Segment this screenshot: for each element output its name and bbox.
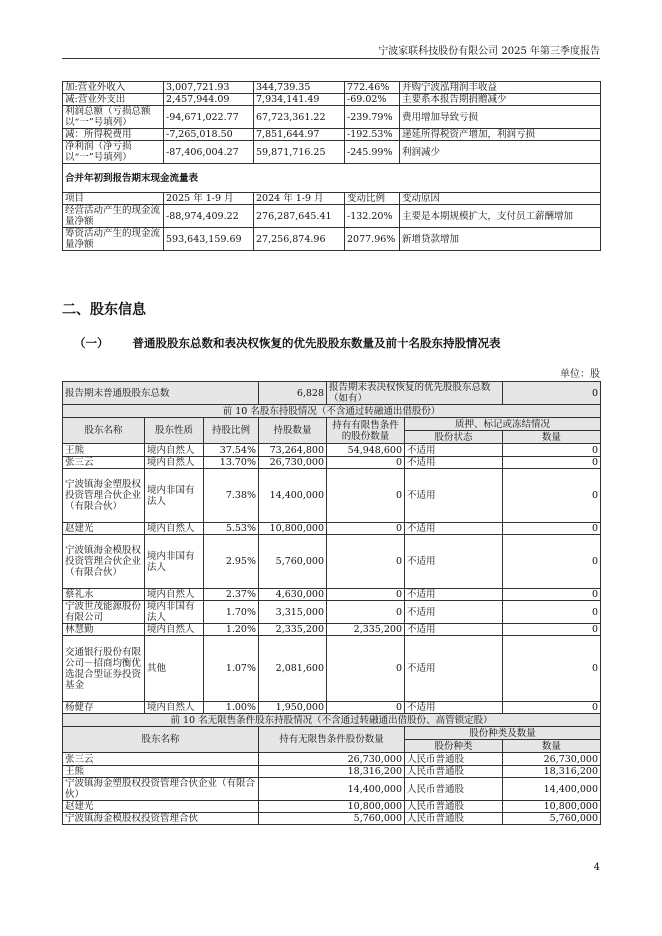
pledge-status: 不适用 bbox=[405, 535, 503, 589]
shareholder-type: 境内非国有法人 bbox=[145, 469, 204, 523]
pledge-status: 不适用 bbox=[405, 444, 503, 457]
income-row bbox=[63, 141, 601, 164]
holding-ratio: 13.70% bbox=[204, 457, 259, 469]
item-name: 加:营业外收入 bbox=[63, 82, 164, 94]
pledge-status: 不适用 bbox=[405, 624, 503, 636]
change-reason: 并购宁波泓翔润丰收益 bbox=[400, 82, 601, 94]
change-ratio: -132.20% bbox=[345, 205, 400, 228]
change-ratio: -245.99% bbox=[345, 141, 400, 164]
shareholder-name: 宁波镇海金模股权投资管理合伙 bbox=[63, 813, 259, 825]
item-name: 筹资活动产生的现金流量净额 bbox=[63, 228, 164, 251]
holding-quantity: 73,264,800 bbox=[259, 444, 327, 457]
pledge-status: 不适用 bbox=[405, 469, 503, 523]
restricted-quantity: 0 bbox=[327, 457, 405, 469]
item-name: 减：所得税费用 bbox=[63, 129, 164, 141]
holding-quantity: 10,800,000 bbox=[259, 523, 327, 535]
column-header: 质押、标记或冻结情况 bbox=[405, 418, 601, 431]
total-value: 6,828 bbox=[259, 382, 327, 405]
share-quantity: 10,800,000 bbox=[503, 801, 601, 813]
item-name: 减:营业外支出 bbox=[63, 94, 164, 106]
prior-value: 67,723,361.22 bbox=[254, 106, 345, 129]
holding-ratio: 2.95% bbox=[204, 535, 259, 589]
change-reason: 主要是本期规模扩大，支付员工薪酬增加 bbox=[400, 205, 601, 228]
column-header: 股份状态 bbox=[405, 431, 503, 444]
shareholder-table bbox=[62, 381, 601, 825]
unrestricted-row bbox=[63, 753, 601, 766]
holding-ratio: 7.38% bbox=[204, 469, 259, 523]
header-rule bbox=[62, 58, 600, 59]
item-name: 净利润（净亏损以“一”号填列） bbox=[63, 141, 164, 164]
column-header: 持股比例 bbox=[204, 418, 259, 444]
column-header: 持股数量 bbox=[259, 418, 327, 444]
change-ratio: 2077.96% bbox=[345, 228, 400, 251]
pledge-quantity: 0 bbox=[503, 535, 601, 589]
restricted-quantity: 0 bbox=[327, 469, 405, 523]
cash-header-row bbox=[63, 193, 601, 205]
income-change-table bbox=[62, 81, 601, 251]
change-reason: 主要系本报告期捐赠减少 bbox=[400, 94, 601, 106]
shareholder-type: 境内自然人 bbox=[145, 457, 204, 469]
change-ratio: -192.53% bbox=[345, 129, 400, 141]
pledge-status: 不适用 bbox=[405, 636, 503, 702]
restricted-quantity: 2,335,200 bbox=[327, 624, 405, 636]
change-reason: 新增贷款增加 bbox=[400, 228, 601, 251]
shareholder-row bbox=[63, 624, 601, 636]
pledge-quantity: 0 bbox=[503, 636, 601, 702]
share-type: 人民币普通股 bbox=[405, 766, 503, 778]
restricted-quantity: 0 bbox=[327, 523, 405, 535]
unrestricted-row bbox=[63, 801, 601, 813]
column-header: 股份种类 bbox=[405, 740, 503, 753]
shareholder-name: 张三云 bbox=[63, 753, 259, 766]
prior-value: 59,871,716.25 bbox=[254, 141, 345, 164]
restricted-quantity: 0 bbox=[327, 601, 405, 624]
column-header: 股东名称 bbox=[63, 418, 145, 444]
share-quantity: 14,400,000 bbox=[503, 778, 601, 801]
holding-ratio: 1.20% bbox=[204, 624, 259, 636]
current-value: -88,974,409.22 bbox=[164, 205, 254, 228]
pledge-quantity: 0 bbox=[503, 702, 601, 714]
unres-title-row bbox=[63, 714, 601, 727]
holding-quantity: 2,081,600 bbox=[259, 636, 327, 702]
share-type: 人民币普通股 bbox=[405, 753, 503, 766]
change-ratio: -239.79% bbox=[345, 106, 400, 129]
prior-value: 7,851,644.97 bbox=[254, 129, 345, 141]
page-number: 4 bbox=[593, 862, 600, 873]
restricted-quantity: 54,948,600 bbox=[327, 444, 405, 457]
pledge-status: 不适用 bbox=[405, 523, 503, 535]
column-header: 股东名称 bbox=[63, 727, 259, 753]
prior-value: 276,287,645.41 bbox=[254, 205, 345, 228]
unrestricted-quantity: 18,316,200 bbox=[259, 766, 405, 778]
change-reason: 费用增加导致亏损 bbox=[400, 106, 601, 129]
cash-row bbox=[63, 205, 601, 228]
holding-ratio: 5.53% bbox=[204, 523, 259, 535]
total-label: 报告期末普通股股东总数 bbox=[63, 382, 259, 405]
income-row bbox=[63, 106, 601, 129]
item-name: 利润总额（亏损总额以“一”号填列） bbox=[63, 106, 164, 129]
shareholder-type: 境内自然人 bbox=[145, 444, 204, 457]
income-row bbox=[63, 82, 601, 94]
cash-title-row bbox=[63, 164, 601, 193]
column-header: 数量 bbox=[503, 431, 601, 444]
current-value: 3,007,721.93 bbox=[164, 82, 254, 94]
subsection-number: （一） bbox=[74, 336, 109, 350]
item-name: 经营活动产生的现金流量净额 bbox=[63, 205, 164, 228]
holding-ratio: 1.70% bbox=[204, 601, 259, 624]
unrestricted-title: 前 10 名无限售条件股东持股情况（不含通过转融通出借股份、高管锁定股） bbox=[63, 714, 601, 727]
unrestricted-quantity: 26,730,000 bbox=[259, 753, 405, 766]
shareholder-name: 杨健存 bbox=[63, 702, 145, 714]
subsection-text: 普通股股东总数和表决权恢复的优先股股东数量及前十名股东持股情况表 bbox=[132, 336, 501, 350]
shareholder-type: 境内自然人 bbox=[145, 523, 204, 535]
shareholder-row bbox=[63, 444, 601, 457]
shareholder-row bbox=[63, 469, 601, 523]
shareholder-row bbox=[63, 457, 601, 469]
restricted-quantity: 0 bbox=[327, 702, 405, 714]
shareholder-type: 境内自然人 bbox=[145, 624, 204, 636]
share-quantity: 5,760,000 bbox=[503, 813, 601, 825]
pledge-quantity: 0 bbox=[503, 469, 601, 523]
change-ratio: -69.02% bbox=[345, 94, 400, 106]
income-row bbox=[63, 129, 601, 141]
holding-ratio: 2.37% bbox=[204, 589, 259, 601]
section-title: 二、股东信息 bbox=[62, 302, 146, 318]
change-ratio: 772.46% bbox=[345, 82, 400, 94]
pledge-status: 不适用 bbox=[405, 601, 503, 624]
holding-ratio: 37.54% bbox=[204, 444, 259, 457]
restricted-quantity: 0 bbox=[327, 636, 405, 702]
pref-value: 0 bbox=[503, 382, 601, 405]
top10-title: 前 10 名股东持股情况（不含通过转融通出借股份） bbox=[63, 405, 601, 418]
unrestricted-row bbox=[63, 778, 601, 801]
holding-quantity: 4,630,000 bbox=[259, 589, 327, 601]
cash-row bbox=[63, 228, 601, 251]
shareholder-name: 王熊 bbox=[63, 444, 145, 457]
shareholder-row bbox=[63, 589, 601, 601]
share-type: 人民币普通股 bbox=[405, 813, 503, 825]
shareholder-name: 林慧勤 bbox=[63, 624, 145, 636]
current-value: 2,457,944.09 bbox=[164, 94, 254, 106]
prior-value: 344,739.35 bbox=[254, 82, 345, 94]
unres-header-row bbox=[63, 727, 601, 740]
current-value: -7,265,018.50 bbox=[164, 129, 254, 141]
column-header: 2025 年 1-9 月 bbox=[164, 193, 254, 205]
change-reason: 利润减少 bbox=[400, 141, 601, 164]
column-header: 数量 bbox=[503, 740, 601, 753]
column-header: 变动原因 bbox=[400, 193, 601, 205]
column-header: 项目 bbox=[63, 193, 164, 205]
unrestricted-quantity: 14,400,000 bbox=[259, 778, 405, 801]
prior-value: 7,934,141.49 bbox=[254, 94, 345, 106]
cash-flow-title: 合并年初到报告期末现金流量表 bbox=[63, 164, 601, 193]
pledge-quantity: 0 bbox=[503, 523, 601, 535]
current-value: 593,643,159.69 bbox=[164, 228, 254, 251]
shareholder-type: 境内非国有法人 bbox=[145, 601, 204, 624]
share-type: 人民币普通股 bbox=[405, 778, 503, 801]
shareholder-name: 赵建光 bbox=[63, 523, 145, 535]
pledge-status: 不适用 bbox=[405, 702, 503, 714]
pledge-quantity: 0 bbox=[503, 601, 601, 624]
shareholder-name: 宁波世茂能源股份有限公司 bbox=[63, 601, 145, 624]
column-header: 2024 年 1-9 月 bbox=[254, 193, 345, 205]
header-row bbox=[63, 418, 601, 431]
shareholder-name: 宁波镇海金塑股权投资管理合伙企业（有限合伙） bbox=[63, 778, 259, 801]
holding-quantity: 1,950,000 bbox=[259, 702, 327, 714]
pledge-quantity: 0 bbox=[503, 589, 601, 601]
share-quantity: 26,730,000 bbox=[503, 753, 601, 766]
column-header: 持有有限售条件的股份数量 bbox=[327, 418, 405, 444]
shareholder-type: 其他 bbox=[145, 636, 204, 702]
shareholder-type: 境内非国有法人 bbox=[145, 535, 204, 589]
restricted-quantity: 0 bbox=[327, 535, 405, 589]
shareholder-row bbox=[63, 636, 601, 702]
shareholder-name: 宁波镇海金模股权投资管理合伙企业（有限合伙） bbox=[63, 535, 145, 589]
pledge-quantity: 0 bbox=[503, 624, 601, 636]
total-row bbox=[63, 382, 601, 405]
holding-quantity: 5,760,000 bbox=[259, 535, 327, 589]
pledge-quantity: 0 bbox=[503, 457, 601, 469]
column-header: 持有无限售条件股份数量 bbox=[259, 727, 405, 753]
shareholder-name: 张三云 bbox=[63, 457, 145, 469]
shareholder-type: 境内自然人 bbox=[145, 589, 204, 601]
shareholder-name: 赵建光 bbox=[63, 801, 259, 813]
shareholder-row bbox=[63, 535, 601, 589]
top10-title-row bbox=[63, 405, 601, 418]
pledge-status: 不适用 bbox=[405, 457, 503, 469]
pledge-quantity: 0 bbox=[503, 444, 601, 457]
shareholder-type: 境内自然人 bbox=[145, 702, 204, 714]
subsection-title bbox=[74, 335, 501, 351]
holding-quantity: 26,730,000 bbox=[259, 457, 327, 469]
holding-quantity: 14,400,000 bbox=[259, 469, 327, 523]
shareholder-row bbox=[63, 702, 601, 714]
holding-ratio: 1.00% bbox=[204, 702, 259, 714]
pref-label: 报告期末表决权恢复的优先股股东总数（如有） bbox=[327, 382, 503, 405]
holding-quantity: 2,335,200 bbox=[259, 624, 327, 636]
holding-ratio: 1.07% bbox=[204, 636, 259, 702]
pledge-status: 不适用 bbox=[405, 589, 503, 601]
income-row bbox=[63, 94, 601, 106]
holding-quantity: 3,315,000 bbox=[259, 601, 327, 624]
page-header: 宁波家联科技股份有限公司 2025 年第三季度报告 bbox=[378, 46, 600, 57]
column-header: 变动比例 bbox=[345, 193, 400, 205]
share-type: 人民币普通股 bbox=[405, 801, 503, 813]
share-quantity: 18,316,200 bbox=[503, 766, 601, 778]
current-value: -94,671,022.77 bbox=[164, 106, 254, 129]
shareholder-name: 王熊 bbox=[63, 766, 259, 778]
prior-value: 27,256,874.96 bbox=[254, 228, 345, 251]
shareholder-row bbox=[63, 601, 601, 624]
shareholder-name: 交通银行股份有限公司－招商均衡优选混合型证券投资基金 bbox=[63, 636, 145, 702]
unrestricted-row bbox=[63, 766, 601, 778]
unrestricted-quantity: 10,800,000 bbox=[259, 801, 405, 813]
current-value: -87,406,004.27 bbox=[164, 141, 254, 164]
unit-label: 单位：股 bbox=[560, 369, 600, 380]
column-header: 股东性质 bbox=[145, 418, 204, 444]
change-reason: 递延所得税资产增加，利润亏损 bbox=[400, 129, 601, 141]
shareholder-name: 宁波镇海金塑股权投资管理合伙企业（有限合伙） bbox=[63, 469, 145, 523]
shareholder-row bbox=[63, 523, 601, 535]
shareholder-name: 蔡礼永 bbox=[63, 589, 145, 601]
unrestricted-row bbox=[63, 813, 601, 825]
restricted-quantity: 0 bbox=[327, 589, 405, 601]
unrestricted-quantity: 5,760,000 bbox=[259, 813, 405, 825]
column-header: 股份种类及数量 bbox=[405, 727, 601, 740]
